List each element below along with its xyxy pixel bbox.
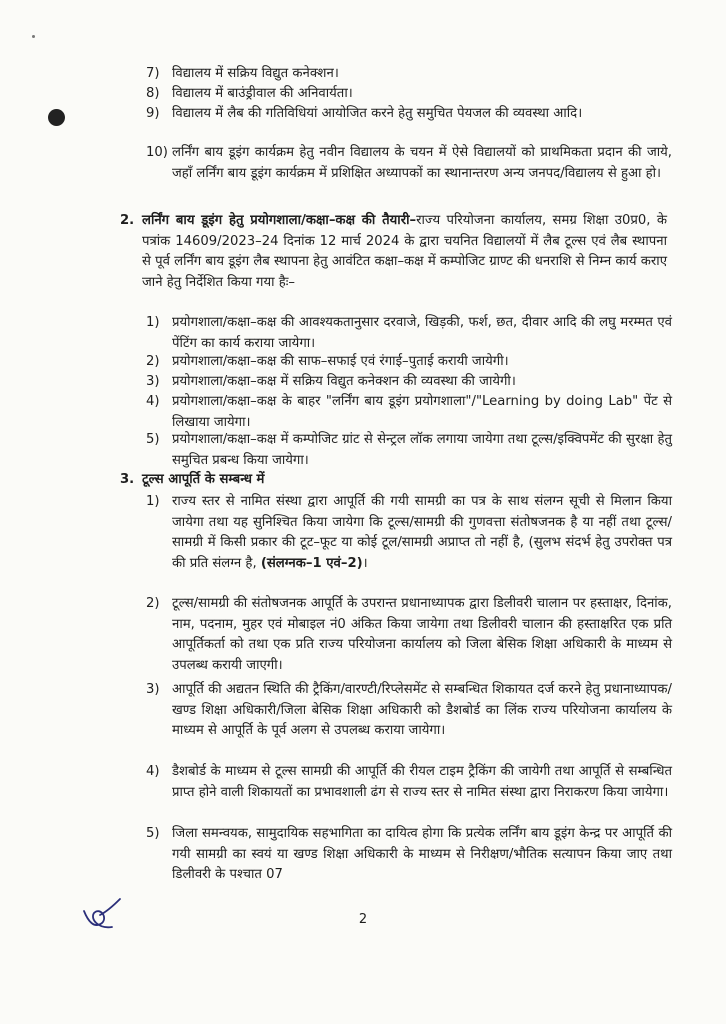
item-number: 5)	[146, 826, 160, 841]
item-text: राज्य स्तर से नामित संस्था द्वारा आपूर्ति की गयी सामग्री का पत्र के साथ संलग्न सूची से मिलान किया जायेगा तथा यह सुनिश्चित किया जायेगा कि टूल्स/सामग्री की गुणवत्ता संतोषजनक है या नहीं तथा टूल्स/सामग्री में किसी प्रकार की टूट–फूट या कोई टूल/सामग्री अप्राप्त तो नहीं है, (सुलभ संदर्भ हेतु उपरोक्त पत्र की प्रति संलग्न है,	[172, 494, 672, 571]
item-number: 3)	[146, 374, 160, 389]
item-text: प्रयोगशाला/कक्षा–कक्ष में सक्रिय विद्युत कनेक्शन की व्यवस्था की जायेगी।	[172, 374, 516, 389]
section-number: 3.	[120, 472, 135, 487]
item-text: विद्यालय में लैब की गतिविधियां आयोजित करने हेतु समुचित पेयजल की व्यवस्था आदि।	[172, 106, 583, 121]
item-text-end: ।	[362, 555, 368, 571]
item-text: विद्यालय में सक्रिय विद्युत कनेक्शन।	[172, 66, 339, 81]
item-text: टूल्स/सामग्री की संतोषजनक आपूर्ति के उपरान्त प्रधानाध्यापक द्वारा डिलीवरी चालान पर हस्ताक्षर, दिनांक, नाम, पदनाम, मुहर एवं मोबाइल नं0 अंकित किया जायेगा तथा डिलीवरी चालान की हस्ताक्षरित एक प्रति आपूर्तिकर्ता को तथा एक प्रति राज्य परियोजना कार्यालय को जिला बेसिक शिक्षा अधिकारी के माध्यम से उपलब्ध करायी जाएगी।	[172, 596, 672, 673]
list-item	[146, 492, 672, 574]
scan-speck	[32, 35, 35, 38]
item-number: 4)	[146, 764, 160, 779]
section-heading: लर्निंग बाय डूइंग हेतु प्रयोगशाला/कक्षा–कक्ष की तैयारी–	[142, 213, 417, 228]
page-number: 2	[358, 912, 368, 927]
item-number: 7)	[146, 66, 160, 81]
list-item	[146, 594, 672, 676]
list-item	[146, 680, 672, 742]
item-text: विद्यालय में बाउंड्रीवाल की अनिवार्यता।	[172, 86, 353, 101]
item-text: लर्निंग बाय डूइंग कार्यक्रम हेतु नवीन विद्यालय के चयन में ऐसे विद्यालयों को प्राथमिकता प्रदान की जाये, जहाँ लर्निंग बाय डूइंग कार्यक्रम में प्रशिक्षित अध्यापकों का स्थानान्तरण अन्य जनपद/विद्यालय से हुआ हो।	[172, 145, 672, 181]
item-text: आपूर्ति की अद्यतन स्थिति की ट्रैकिंग/वारण्टी/रिप्लेसमेंट से सम्बन्धित शिकायत दर्ज करने हेतु प्रधानाध्यापक/खण्ड शिक्षा अधिकारी/जिला बेसिक शिक्षा अधिकारी को डैशबोर्ड का लिंक राज्य परियोजना कार्यालय के माध्यम से आपूर्ति के पूर्व अलग से उपलब्ध कराया जायेगा।	[172, 682, 672, 738]
item-text: प्रयोगशाला/कक्षा–कक्ष के बाहर "लर्निंग बाय डूइंग प्रयोगशाला"/"Learning by doing Lab" पेंट से लिखाया जायेगा।	[172, 394, 672, 430]
section-heading: टूल्स आपूर्ति के सम्बन्ध में	[142, 472, 265, 487]
item-number: 2)	[146, 596, 160, 611]
punch-hole	[48, 109, 65, 126]
item-text: प्रयोगशाला/कक्षा–कक्ष में कम्पोजिट ग्रांट से सेन्ट्रल लॉक लगाया जायेगा तथा टूल्स/इक्विपमेंट की सुरक्षा हेतु समुचित प्रबन्ध किया जायेगा।	[172, 432, 672, 468]
item-text: जिला समन्वयक, सामुदायिक सहभागिता का दायित्व होगा कि प्रत्येक लर्निंग बाय डूइंग केन्द्र पर आपूर्ति की गयी सामग्री का स्वयं या खण्ड शिक्षा अधिकारी के माध्यम से निरीक्षण/भौतिक सत्यापन किया जाए तथा डिलीवरी के पश्चात 07	[172, 826, 672, 882]
list-item	[146, 392, 672, 433]
item-text: प्रयोगशाला/कक्षा–कक्ष की साफ–सफाई एवं रंगाई–पुताई करायी जायेगी।	[172, 354, 509, 369]
list-item	[146, 372, 672, 393]
list-item	[146, 84, 672, 105]
list-item	[146, 430, 672, 471]
section-3-heading	[120, 470, 667, 491]
item-text: प्रयोगशाला/कक्षा–कक्ष की आवश्यकतानुसार दरवाजे, खिड़की, फर्श, छत, दीवार आदि की लघु मरम्मत एवं पेंटिंग का कार्य कराया जायेगा।	[172, 315, 672, 351]
section-number: 2.	[120, 213, 135, 228]
list-item	[146, 143, 672, 184]
list-item	[146, 64, 672, 85]
item-number: 8)	[146, 86, 160, 101]
item-number: 3)	[146, 682, 160, 697]
annexure-reference: (संलग्नक–1 एवं–2)	[260, 555, 363, 571]
item-text: डैशबोर्ड के माध्यम से टूल्स सामग्री की आपूर्ति की रीयल टाइम ट्रैकिंग की जायेगी तथा आपूर्ति से सम्बन्धित प्राप्त होने वाली शिकायतों का प्रभावशाली ढंग से राज्य स्तर से नामित संस्था द्वारा निराकरण किया जायेगा।	[172, 764, 672, 800]
section-text: राज्य परियोजना कार्यालय, समग्र शिक्षा उ0प्र0, के पत्रांक 14609/2023–24 दिनांक 12 मार्च 2024 के द्वारा चयनित विद्यालयों में लैब टूल्स एवं लैब स्थापना से पूर्व लर्निंग बाय डूइंग लैब स्थापना हेतु आवंटित कक्षा–कक्ष में कम्पोजिट ग्राण्ट की धनराशि से निम्न कार्य कराए जाने हेतु निर्देशित किया गया हैः–	[142, 213, 667, 290]
item-number: 9)	[146, 106, 160, 121]
list-item	[146, 352, 672, 373]
section-2-paragraph	[120, 211, 667, 293]
list-item	[146, 313, 672, 354]
list-item	[146, 104, 672, 125]
list-item	[146, 762, 672, 803]
item-number: 1)	[146, 494, 160, 509]
item-number: 4)	[146, 394, 160, 409]
item-number: 5)	[146, 432, 160, 447]
item-number: 10)	[146, 145, 168, 160]
list-item	[146, 824, 672, 886]
item-number: 1)	[146, 315, 160, 330]
item-number: 2)	[146, 354, 160, 369]
